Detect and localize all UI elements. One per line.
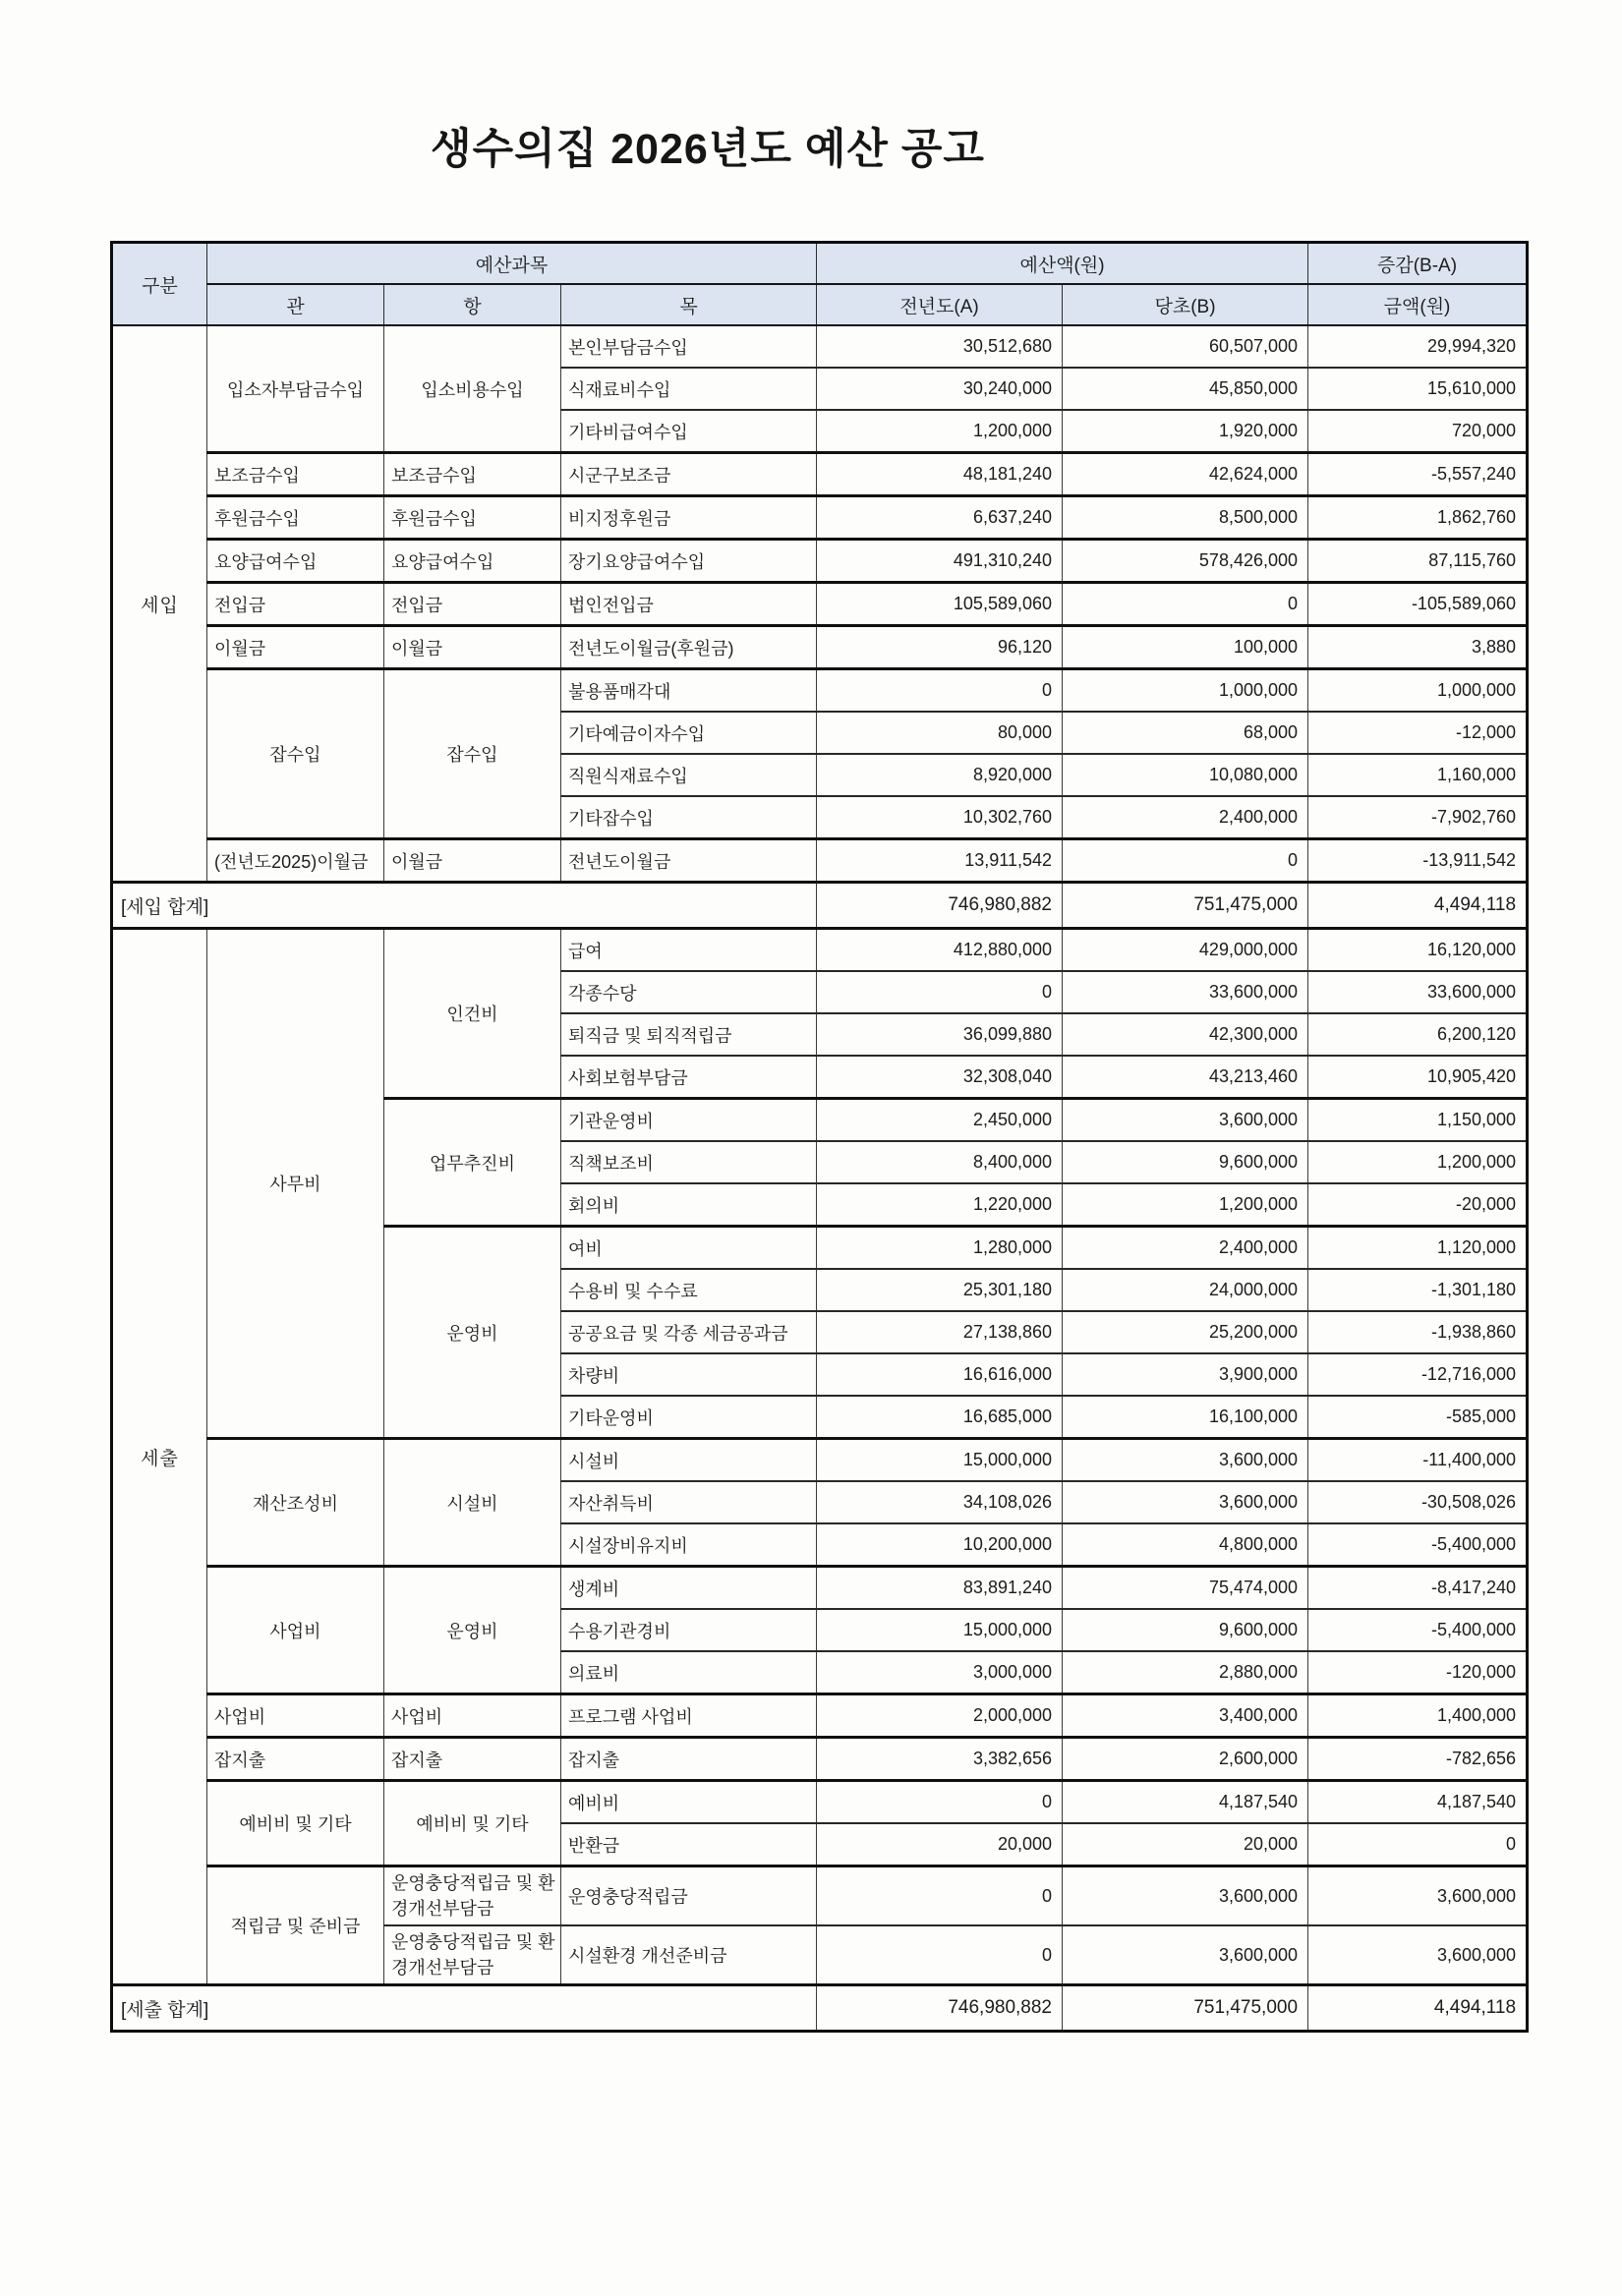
cell-num: 10,302,760	[817, 796, 1063, 839]
header-hang: 항	[384, 284, 561, 325]
cell-num: -30,508,026	[1308, 1481, 1528, 1523]
cell-label: 공공요금 및 각종 세금공과금	[561, 1311, 817, 1353]
cell-label: 운영충당적립금 및 환경개선부담금	[384, 1866, 561, 1926]
cell-num: 34,108,026	[817, 1481, 1063, 1523]
cell-num: 3,400,000	[1063, 1694, 1308, 1738]
cell-num: 2,400,000	[1063, 796, 1308, 839]
table-row	[112, 1694, 1528, 1738]
cell-num: 75,474,000	[1063, 1567, 1308, 1610]
cell-num: 25,301,180	[817, 1269, 1063, 1311]
header-budget-amount: 예산액(원)	[817, 243, 1308, 285]
cell-label: 불용품매각대	[561, 669, 817, 713]
cell-num: 80,000	[817, 712, 1063, 754]
cell-num: 1,862,760	[1308, 496, 1528, 540]
total-row	[112, 883, 1528, 929]
table-row	[112, 496, 1528, 540]
cell-num: 60,507,000	[1063, 325, 1308, 368]
table-row	[112, 325, 1528, 368]
table-row	[112, 1439, 1528, 1482]
cell-num: 10,080,000	[1063, 754, 1308, 796]
cell-group: 인건비	[384, 929, 561, 1099]
cell-num: -11,400,000	[1308, 1439, 1528, 1482]
cell-sum-label: [세입 합계]	[112, 883, 817, 929]
cell-num: 2,880,000	[1063, 1651, 1308, 1694]
cell-label: 잡지출	[207, 1738, 384, 1781]
cell-label: 전입금	[384, 583, 561, 626]
cell-num: -105,589,060	[1308, 583, 1528, 626]
cell-label: 전년도이월금	[561, 839, 817, 883]
header-row-2	[112, 284, 1528, 325]
cell-label: 비지정후원금	[561, 496, 817, 540]
cell-label: 운영충당적립금	[561, 1866, 817, 1926]
cell-num: -12,000	[1308, 712, 1528, 754]
cell-group: 업무추진비	[384, 1099, 561, 1227]
cell-num: 24,000,000	[1063, 1269, 1308, 1311]
cell-label: 자산취득비	[561, 1481, 817, 1523]
cell-group: 예비비 및 기타	[207, 1781, 384, 1866]
cell-num: 0	[1063, 583, 1308, 626]
table-row	[112, 583, 1528, 626]
cell-label: 사업비	[207, 1694, 384, 1738]
table-row	[112, 929, 1528, 972]
cell-num: 105,589,060	[817, 583, 1063, 626]
cell-num: 30,240,000	[817, 368, 1063, 410]
budget-table	[110, 241, 1529, 2033]
cell-num: -1,938,860	[1308, 1311, 1528, 1353]
cell-num: 48,181,240	[817, 453, 1063, 496]
cell-num: -5,400,000	[1308, 1523, 1528, 1567]
cell-label: 후원금수입	[207, 496, 384, 540]
cell-num: 1,120,000	[1308, 1227, 1528, 1270]
header-mok: 목	[561, 284, 817, 325]
table-row	[112, 453, 1528, 496]
cell-group: 예비비 및 기타	[384, 1781, 561, 1866]
cell-num: 15,610,000	[1308, 368, 1528, 410]
table-row	[112, 839, 1528, 883]
cell-label: 후원금수입	[384, 496, 561, 540]
cell-num: 3,900,000	[1063, 1353, 1308, 1396]
cell-label: 시설비	[561, 1439, 817, 1482]
cell-group: 잡수입	[384, 669, 561, 839]
cell-num: 429,000,000	[1063, 929, 1308, 972]
cell-label: 잡지출	[561, 1738, 817, 1781]
cell-gubun: 세출	[112, 929, 207, 1985]
cell-num: 33,600,000	[1063, 971, 1308, 1013]
cell-label: 기타비급여수입	[561, 410, 817, 453]
cell-num: 2,000,000	[817, 1694, 1063, 1738]
cell-num: 0	[1308, 1823, 1528, 1866]
cell-label: 급여	[561, 929, 817, 972]
cell-num: 16,100,000	[1063, 1396, 1308, 1439]
cell-num: 3,600,000	[1063, 1439, 1308, 1482]
cell-num: 0	[817, 1925, 1063, 1985]
cell-num: -1,301,180	[1308, 1269, 1528, 1311]
cell-num: -12,716,000	[1308, 1353, 1528, 1396]
cell-label: (전년도2025)이월금	[207, 839, 384, 883]
cell-num: 1,920,000	[1063, 410, 1308, 453]
budget-table-body	[112, 325, 1528, 2032]
cell-num: 43,213,460	[1063, 1056, 1308, 1099]
header-prev-year: 전년도(A)	[817, 284, 1063, 325]
cell-num: 1,000,000	[1063, 669, 1308, 713]
cell-group: 입소비용수입	[384, 325, 561, 453]
cell-group: 운영비	[384, 1227, 561, 1439]
cell-num: 16,685,000	[817, 1396, 1063, 1439]
table-row	[112, 669, 1528, 713]
cell-num: 0	[817, 669, 1063, 713]
cell-num: 4,187,540	[1063, 1781, 1308, 1824]
cell-label: 사업비	[384, 1694, 561, 1738]
cell-num: 3,600,000	[1308, 1925, 1528, 1985]
header-original: 당초(B)	[1063, 284, 1308, 325]
cell-label: 장기요양급여수입	[561, 540, 817, 583]
cell-group: 시설비	[384, 1439, 561, 1567]
cell-sum-label: [세출 합계]	[112, 1985, 817, 2032]
cell-num: 3,000,000	[817, 1651, 1063, 1694]
cell-group: 사업비	[207, 1567, 384, 1694]
cell-num: 8,920,000	[817, 754, 1063, 796]
cell-num: -7,902,760	[1308, 796, 1528, 839]
cell-sum-num: 4,494,118	[1308, 1985, 1528, 2032]
cell-label: 운영충당적립금 및 환경개선부담금	[384, 1925, 561, 1985]
cell-label: 의료비	[561, 1651, 817, 1694]
cell-num: 2,400,000	[1063, 1227, 1308, 1270]
cell-num: 0	[1063, 839, 1308, 883]
cell-label: 요양급여수입	[384, 540, 561, 583]
cell-num: 8,500,000	[1063, 496, 1308, 540]
cell-label: 시설환경 개선준비금	[561, 1925, 817, 1985]
cell-num: 3,880	[1308, 626, 1528, 669]
cell-num: -20,000	[1308, 1183, 1528, 1227]
cell-label: 이월금	[384, 839, 561, 883]
budget-table-header	[112, 243, 1528, 326]
cell-sum-num: 751,475,000	[1063, 883, 1308, 929]
cell-label: 시군구보조금	[561, 453, 817, 496]
cell-num: 20,000	[1063, 1823, 1308, 1866]
table-row	[112, 1567, 1528, 1610]
table-row	[112, 1781, 1528, 1824]
cell-label: 차량비	[561, 1353, 817, 1396]
cell-num: 578,426,000	[1063, 540, 1308, 583]
cell-num: 3,600,000	[1063, 1481, 1308, 1523]
cell-num: 83,891,240	[817, 1567, 1063, 1610]
cell-num: -782,656	[1308, 1738, 1528, 1781]
cell-label: 예비비	[561, 1781, 817, 1824]
cell-group: 잡수입	[207, 669, 384, 839]
cell-num: 412,880,000	[817, 929, 1063, 972]
cell-label: 기관운영비	[561, 1099, 817, 1142]
cell-label: 기타잡수입	[561, 796, 817, 839]
cell-label: 전년도이월금(후원금)	[561, 626, 817, 669]
cell-label: 직책보조비	[561, 1141, 817, 1183]
cell-label: 여비	[561, 1227, 817, 1270]
cell-gubun: 세입	[112, 325, 207, 883]
cell-num: 10,200,000	[817, 1523, 1063, 1567]
table-row	[112, 1866, 1528, 1926]
page-title: 생수의집 2026년도 예산 공고	[431, 126, 985, 173]
cell-num: 15,000,000	[817, 1439, 1063, 1482]
cell-num: 16,120,000	[1308, 929, 1528, 972]
cell-num: 3,600,000	[1063, 1866, 1308, 1926]
cell-num: 720,000	[1308, 410, 1528, 453]
cell-num: 1,200,000	[1063, 1183, 1308, 1227]
cell-num: 16,616,000	[817, 1353, 1063, 1396]
cell-num: 36,099,880	[817, 1013, 1063, 1056]
cell-num: 3,600,000	[1063, 1099, 1308, 1142]
cell-num: -5,400,000	[1308, 1609, 1528, 1651]
cell-label: 수용비 및 수수료	[561, 1269, 817, 1311]
cell-num: 1,220,000	[817, 1183, 1063, 1227]
cell-label: 반환금	[561, 1823, 817, 1866]
cell-label: 식재료비수입	[561, 368, 817, 410]
header-change: 증감(B-A)	[1308, 243, 1528, 285]
cell-num: 4,187,540	[1308, 1781, 1528, 1824]
cell-num: 3,382,656	[817, 1738, 1063, 1781]
cell-sum-num: 4,494,118	[1308, 883, 1528, 929]
cell-num: 20,000	[817, 1823, 1063, 1866]
table-row	[112, 1738, 1528, 1781]
cell-label: 퇴직금 및 퇴직적립금	[561, 1013, 817, 1056]
cell-num: 10,905,420	[1308, 1056, 1528, 1099]
cell-num: 4,800,000	[1063, 1523, 1308, 1567]
cell-group: 사무비	[207, 929, 384, 1439]
cell-group: 적립금 및 준비금	[207, 1866, 384, 1985]
cell-label: 생계비	[561, 1567, 817, 1610]
cell-num: 33,600,000	[1308, 971, 1528, 1013]
cell-num: 1,160,000	[1308, 754, 1528, 796]
header-row-1	[112, 243, 1528, 285]
cell-label: 시설장비유지비	[561, 1523, 817, 1567]
cell-num: 27,138,860	[817, 1311, 1063, 1353]
cell-num: 25,200,000	[1063, 1311, 1308, 1353]
cell-num: 3,600,000	[1308, 1866, 1528, 1926]
cell-label: 프로그램 사업비	[561, 1694, 817, 1738]
cell-label: 직원식재료수입	[561, 754, 817, 796]
cell-num: 0	[817, 971, 1063, 1013]
cell-label: 각종수당	[561, 971, 817, 1013]
cell-num: 96,120	[817, 626, 1063, 669]
cell-num: 1,400,000	[1308, 1694, 1528, 1738]
cell-num: -5,557,240	[1308, 453, 1528, 496]
cell-num: -8,417,240	[1308, 1567, 1528, 1610]
cell-label: 수용기관경비	[561, 1609, 817, 1651]
cell-num: 42,300,000	[1063, 1013, 1308, 1056]
cell-num: 1,280,000	[817, 1227, 1063, 1270]
header-gubun: 구분	[112, 243, 207, 326]
cell-num: 9,600,000	[1063, 1141, 1308, 1183]
cell-num: 32,308,040	[817, 1056, 1063, 1099]
cell-label: 기타운영비	[561, 1396, 817, 1439]
cell-num: 2,450,000	[817, 1099, 1063, 1142]
cell-num: 491,310,240	[817, 540, 1063, 583]
cell-group: 재산조성비	[207, 1439, 384, 1567]
cell-num: 29,994,320	[1308, 325, 1528, 368]
cell-num: 42,624,000	[1063, 453, 1308, 496]
cell-sum-num: 746,980,882	[817, 1985, 1063, 2032]
cell-label: 이월금	[384, 626, 561, 669]
cell-sum-num: 746,980,882	[817, 883, 1063, 929]
cell-num: 6,200,120	[1308, 1013, 1528, 1056]
cell-label: 사회보험부담금	[561, 1056, 817, 1099]
cell-label: 법인전입금	[561, 583, 817, 626]
cell-num: 0	[817, 1781, 1063, 1824]
cell-num: 3,600,000	[1063, 1925, 1308, 1985]
cell-num: 68,000	[1063, 712, 1308, 754]
cell-num: 0	[817, 1866, 1063, 1926]
cell-label: 회의비	[561, 1183, 817, 1227]
total-row	[112, 1985, 1528, 2032]
cell-sum-num: 751,475,000	[1063, 1985, 1308, 2032]
cell-num: 6,637,240	[817, 496, 1063, 540]
cell-num: 1,150,000	[1308, 1099, 1528, 1142]
cell-num: 100,000	[1063, 626, 1308, 669]
table-row	[112, 626, 1528, 669]
cell-num: -13,911,542	[1308, 839, 1528, 883]
cell-num: 9,600,000	[1063, 1609, 1308, 1651]
cell-label: 기타예금이자수입	[561, 712, 817, 754]
cell-num: 45,850,000	[1063, 368, 1308, 410]
header-budget-subject: 예산과목	[207, 243, 817, 285]
cell-num: 8,400,000	[817, 1141, 1063, 1183]
cell-group: 입소자부담금수입	[207, 325, 384, 453]
cell-label: 전입금	[207, 583, 384, 626]
cell-num: 1,200,000	[817, 410, 1063, 453]
cell-num: -120,000	[1308, 1651, 1528, 1694]
header-amount-won: 금액(원)	[1308, 284, 1528, 325]
cell-label: 보조금수입	[384, 453, 561, 496]
cell-label: 본인부담금수입	[561, 325, 817, 368]
cell-num: 2,600,000	[1063, 1738, 1308, 1781]
cell-num: 1,000,000	[1308, 669, 1528, 713]
cell-label: 보조금수입	[207, 453, 384, 496]
cell-label: 요양급여수입	[207, 540, 384, 583]
table-row	[112, 540, 1528, 583]
cell-num: 15,000,000	[817, 1609, 1063, 1651]
cell-num: 13,911,542	[817, 839, 1063, 883]
cell-group: 운영비	[384, 1567, 561, 1694]
cell-num: 30,512,680	[817, 325, 1063, 368]
cell-num: 1,200,000	[1308, 1141, 1528, 1183]
cell-label: 이월금	[207, 626, 384, 669]
header-gwan: 관	[207, 284, 384, 325]
cell-num: -585,000	[1308, 1396, 1528, 1439]
cell-num: 87,115,760	[1308, 540, 1528, 583]
cell-label: 잡지출	[384, 1738, 561, 1781]
